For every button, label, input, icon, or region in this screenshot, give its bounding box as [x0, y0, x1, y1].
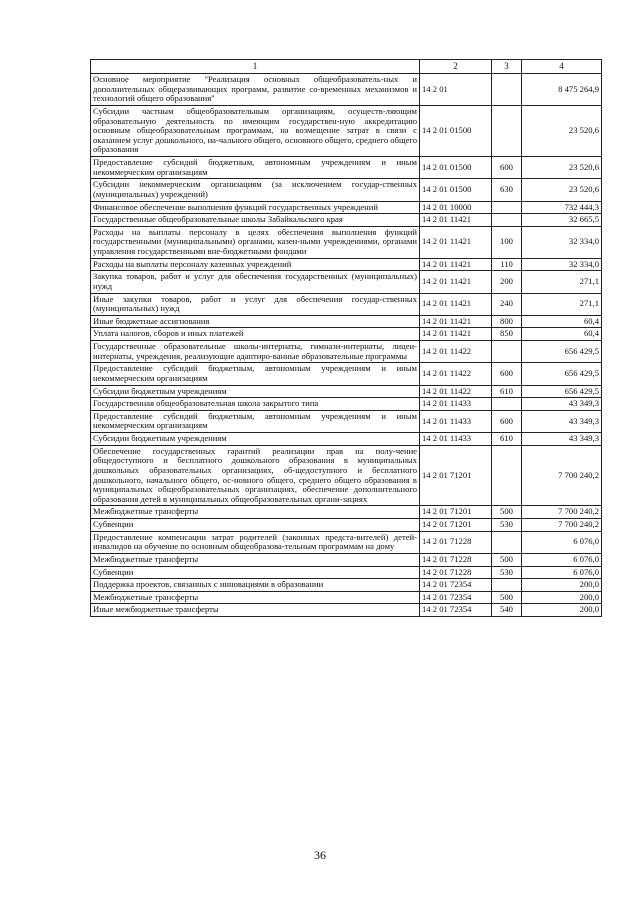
- row-expense-type-cell: [492, 214, 522, 227]
- row-name-cell: Иные межбюджетные трансферты: [91, 604, 420, 617]
- table-row: [91, 179, 602, 201]
- row-expense-type-cell: [492, 445, 522, 506]
- row-amount-cell: 6 076,0: [522, 566, 602, 579]
- row-name-cell: Поддержка проектов, связанных с инновациями в образовании: [91, 579, 420, 592]
- row-expense-type-cell: 850: [492, 328, 522, 341]
- row-expense-type-cell: 610: [492, 433, 522, 446]
- row-expense-type-cell: 800: [492, 315, 522, 328]
- row-expense-type-cell: 600: [492, 157, 522, 179]
- table-row: [91, 201, 602, 214]
- table-row: [91, 579, 602, 592]
- row-expense-type-cell: 530: [492, 519, 522, 532]
- row-amount-cell: 656 429,5: [522, 341, 602, 363]
- row-amount-cell: 7 700 240,2: [522, 445, 602, 506]
- row-code-cell: 14 2 01 01500: [420, 179, 492, 201]
- row-name-cell: Финансовое обеспечение выполнения функций государственных учреждений: [91, 201, 420, 214]
- row-name-cell: Межбюджетные трансферты: [91, 553, 420, 566]
- table-row: [91, 506, 602, 519]
- table-row: [91, 328, 602, 341]
- table-row: [91, 433, 602, 446]
- table-row: [91, 293, 602, 315]
- row-code-cell: 14 2 01 11433: [420, 398, 492, 411]
- row-name-cell: Межбюджетные трансферты: [91, 506, 420, 519]
- row-code-cell: 14 2 01 11422: [420, 385, 492, 398]
- row-expense-type-cell: 610: [492, 385, 522, 398]
- row-name-cell: Иные бюджетные ассигнования: [91, 315, 420, 328]
- row-code-cell: 14 2 01 71201: [420, 519, 492, 532]
- row-amount-cell: 732 444,3: [522, 201, 602, 214]
- row-name-cell: Межбюджетные трансферты: [91, 591, 420, 604]
- row-expense-type-cell: [492, 531, 522, 553]
- row-amount-cell: 200,0: [522, 604, 602, 617]
- row-code-cell: 14 2 01 11433: [420, 433, 492, 446]
- row-code-cell: 14 2 01 72354: [420, 591, 492, 604]
- row-name-cell: Предоставление субсидий бюджетным, автономным учреждениям и иным некоммерческим организациям: [91, 157, 420, 179]
- table-row: [91, 315, 602, 328]
- table-row: [91, 105, 602, 156]
- row-name-cell: Государственная общеобразовательная школа закрытого типа: [91, 398, 420, 411]
- table-row: [91, 531, 602, 553]
- row-amount-cell: 656 429,5: [522, 363, 602, 385]
- row-expense-type-cell: 500: [492, 506, 522, 519]
- row-expense-type-cell: 540: [492, 604, 522, 617]
- row-name-cell: Предоставление субсидий бюджетным, автономным учреждениям и иным некоммерческим организациям: [91, 410, 420, 432]
- table-row: [91, 214, 602, 227]
- table-row: [91, 591, 602, 604]
- row-name-cell: Субсидии некоммерческим организациям (за исключением государ-ственных (муниципальных) учреждений): [91, 179, 420, 201]
- row-expense-type-cell: 100: [492, 226, 522, 258]
- row-name-cell: Обеспечение государственных гарантий реализации прав на полу-чение общедоступного и бесплатного дошкольного образования в муниципальных дошкольных образовательных организациях, об-щедоступного и бесплатного дошкольного, начального общего, ос-новного общего, среднего общего образования в муниципальных общеобразовательных организациях, обеспечение дополнительного образования детей в муниципальных общеобразовательных органи-зациях: [91, 445, 420, 506]
- row-name-cell: Государственные общеобразовательные школы Забайкальского края: [91, 214, 420, 227]
- column-header-expense-type: 3: [492, 60, 522, 74]
- row-name-cell: Расходы на выплаты персоналу казенных учреждений: [91, 258, 420, 271]
- table-row: [91, 410, 602, 432]
- row-expense-type-cell: 240: [492, 293, 522, 315]
- row-amount-cell: 43 349,3: [522, 410, 602, 432]
- table-body: [91, 74, 602, 617]
- table-row: [91, 604, 602, 617]
- row-name-cell: Субсидии частным общеобразовательным организациям, осуществ-ляющим образовательную деятельность по имеющим государствен-ную аккредитацию основным общеобразовательным программам, на возмещение затрат в связи с оказанием услуг дошкольного, на-чального общего, основного общего, среднего общего образования: [91, 105, 420, 156]
- page-number: 36: [314, 848, 326, 862]
- row-code-cell: 14 2 01 71228: [420, 566, 492, 579]
- table-row: [91, 445, 602, 506]
- row-code-cell: 14 2 01 11421: [420, 226, 492, 258]
- row-code-cell: 14 2 01 11421: [420, 328, 492, 341]
- row-amount-cell: 6 076,0: [522, 531, 602, 553]
- row-name-cell: Основное мероприятие "Реализация основных общеобразователь-ных и дополнительных общеразвивающих программ, развитие со-временных механизмов и технологий общего образования": [91, 74, 420, 106]
- row-amount-cell: 32 665,5: [522, 214, 602, 227]
- table-row: [91, 519, 602, 532]
- row-expense-type-cell: [492, 579, 522, 592]
- row-code-cell: 14 2 01 01500: [420, 157, 492, 179]
- row-code-cell: 14 2 01 11421: [420, 315, 492, 328]
- row-amount-cell: 43 349,3: [522, 398, 602, 411]
- row-code-cell: 14 2 01 11421: [420, 214, 492, 227]
- table-row: [91, 553, 602, 566]
- row-name-cell: Закупка товаров, работ и услуг для обеспечения государственных (муниципальных) нужд: [91, 271, 420, 293]
- row-code-cell: 14 2 01 11422: [420, 363, 492, 385]
- table-row: [91, 271, 602, 293]
- table-row: [91, 157, 602, 179]
- row-amount-cell: 8 475 264,9: [522, 74, 602, 106]
- table-row: [91, 398, 602, 411]
- row-name-cell: Расходы на выплаты персоналу в целях обеспечения выполнения функций государственными (муниципальными) органами, казен-ными учреждениями, органами управления государственными вне-бюджетными фондами: [91, 226, 420, 258]
- row-code-cell: 14 2 01 72354: [420, 604, 492, 617]
- row-amount-cell: 32 334,0: [522, 258, 602, 271]
- table-row: [91, 258, 602, 271]
- row-name-cell: Субвенции: [91, 519, 420, 532]
- row-amount-cell: 7 700 240,2: [522, 519, 602, 532]
- row-expense-type-cell: 530: [492, 566, 522, 579]
- column-header-amount: 4: [522, 60, 602, 74]
- row-expense-type-cell: [492, 105, 522, 156]
- row-code-cell: 14 2 01 71201: [420, 506, 492, 519]
- row-code-cell: 14 2 01 11421: [420, 271, 492, 293]
- row-code-cell: 14 2 01 72354: [420, 579, 492, 592]
- row-amount-cell: 7 700 240,2: [522, 506, 602, 519]
- row-name-cell: Предоставление субсидий бюджетным, автономным учреждениям и иным некоммерческим организациям: [91, 363, 420, 385]
- row-amount-cell: 32 334,0: [522, 226, 602, 258]
- table-row: [91, 566, 602, 579]
- row-expense-type-cell: 630: [492, 179, 522, 201]
- row-code-cell: 14 2 01 11421: [420, 293, 492, 315]
- row-code-cell: 14 2 01 11421: [420, 258, 492, 271]
- column-header-name: 1: [91, 60, 420, 74]
- row-amount-cell: 43 349,3: [522, 433, 602, 446]
- budget-table: [90, 59, 602, 617]
- row-name-cell: Предоставление компенсации затрат родителей (законных предста-вителей) детей-инвалидов на обучение по основным общеобразова-тельным программам на дому: [91, 531, 420, 553]
- table-row: [91, 341, 602, 363]
- row-code-cell: 14 2 01 01500: [420, 105, 492, 156]
- row-code-cell: 14 2 01 71228: [420, 553, 492, 566]
- row-expense-type-cell: [492, 398, 522, 411]
- row-code-cell: 14 2 01 71228: [420, 531, 492, 553]
- row-amount-cell: 200,0: [522, 579, 602, 592]
- row-amount-cell: 23 520,6: [522, 105, 602, 156]
- row-code-cell: 14 2 01 10000: [420, 201, 492, 214]
- row-name-cell: Государственные образовательные школы-интернаты, гимнази-интернаты, лицеи-интернаты, учреждения, реализующие адаптиро-ванные образовательные программы: [91, 341, 420, 363]
- row-code-cell: 14 2 01 11422: [420, 341, 492, 363]
- table-row: [91, 74, 602, 106]
- row-expense-type-cell: 110: [492, 258, 522, 271]
- row-amount-cell: 6 076,0: [522, 553, 602, 566]
- row-expense-type-cell: [492, 201, 522, 214]
- row-code-cell: 14 2 01 11433: [420, 410, 492, 432]
- row-amount-cell: 60,4: [522, 328, 602, 341]
- row-amount-cell: 60,4: [522, 315, 602, 328]
- row-expense-type-cell: [492, 341, 522, 363]
- row-expense-type-cell: 600: [492, 363, 522, 385]
- row-amount-cell: 271,1: [522, 293, 602, 315]
- row-name-cell: Субвенции: [91, 566, 420, 579]
- row-expense-type-cell: [492, 74, 522, 106]
- table-row: [91, 226, 602, 258]
- row-expense-type-cell: 500: [492, 591, 522, 604]
- table-row: [91, 363, 602, 385]
- row-amount-cell: 271,1: [522, 271, 602, 293]
- table-row: [91, 385, 602, 398]
- row-expense-type-cell: 600: [492, 410, 522, 432]
- row-name-cell: Иные закупки товаров, работ и услуг для обеспечения государ-ственных (муниципальных) нужд: [91, 293, 420, 315]
- row-expense-type-cell: 200: [492, 271, 522, 293]
- row-amount-cell: 23 520,6: [522, 157, 602, 179]
- row-code-cell: 14 2 01: [420, 74, 492, 106]
- budget-page: [90, 59, 601, 617]
- row-name-cell: Уплата налогов, сборов и иных платежей: [91, 328, 420, 341]
- row-code-cell: 14 2 01 71201: [420, 445, 492, 506]
- row-name-cell: Субсидии бюджетным учреждениям: [91, 385, 420, 398]
- row-expense-type-cell: 500: [492, 553, 522, 566]
- row-name-cell: Субсидии бюджетным учреждениям: [91, 433, 420, 446]
- header-row: [91, 60, 602, 74]
- row-amount-cell: 200,0: [522, 591, 602, 604]
- row-amount-cell: 656 429,5: [522, 385, 602, 398]
- column-header-code: 2: [420, 60, 492, 74]
- row-amount-cell: 23 520,6: [522, 179, 602, 201]
